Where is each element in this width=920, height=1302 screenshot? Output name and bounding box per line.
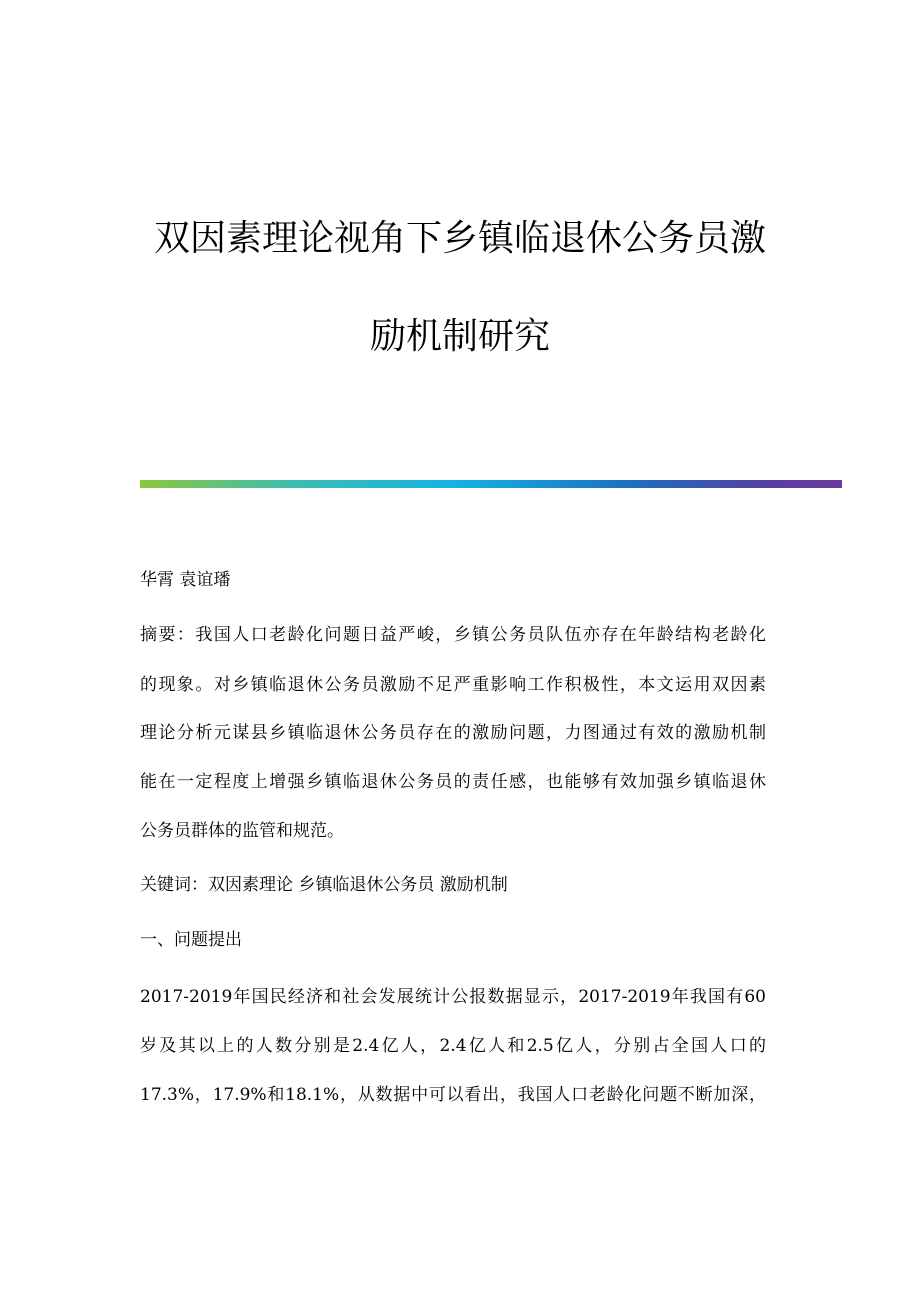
keywords-line: 关键词：双因素理论 乡镇临退休公务员 激励机制	[140, 875, 508, 895]
abstract-line-1: 摘要：我国人口老龄化问题日益严峻，乡镇公务员队伍亦存在年龄结构老龄化	[140, 625, 766, 645]
body-line-1: 2017-2019年国民经济和社会发展统计公报数据显示，2017-2019年我国有60	[140, 987, 766, 1007]
abstract-line-4: 能在一定程度上增强乡镇临退休公务员的责任感，也能够有效加强乡镇临退休	[140, 772, 766, 792]
abstract-line-3: 理论分析元谋县乡镇临退休公务员存在的激励问题，力图通过有效的激励机制	[140, 723, 766, 743]
body-line-3: 17.3%，17.9%和18.1%，从数据中可以看出，我国人口老龄化问题不断加深，	[140, 1085, 766, 1105]
gradient-divider	[140, 480, 842, 488]
body-line-2: 岁及其以上的人数分别是2.4亿人，2.4亿人和2.5亿人，分别占全国人口的	[140, 1036, 766, 1056]
abstract-line-5: 公务员群体的监管和规范。	[140, 821, 344, 841]
paper-title-line-1: 双因素理论视角下乡镇临退休公务员激	[153, 218, 766, 259]
section-heading: 一、问题提出	[140, 930, 242, 950]
author-names: 华霄 袁谊璠	[140, 570, 231, 590]
abstract-line-2: 的现象。对乡镇临退休公务员激励不足严重影响工作积极性，本文运用双因素	[140, 675, 766, 695]
paper-title-line-2: 励机制研究	[369, 316, 550, 357]
